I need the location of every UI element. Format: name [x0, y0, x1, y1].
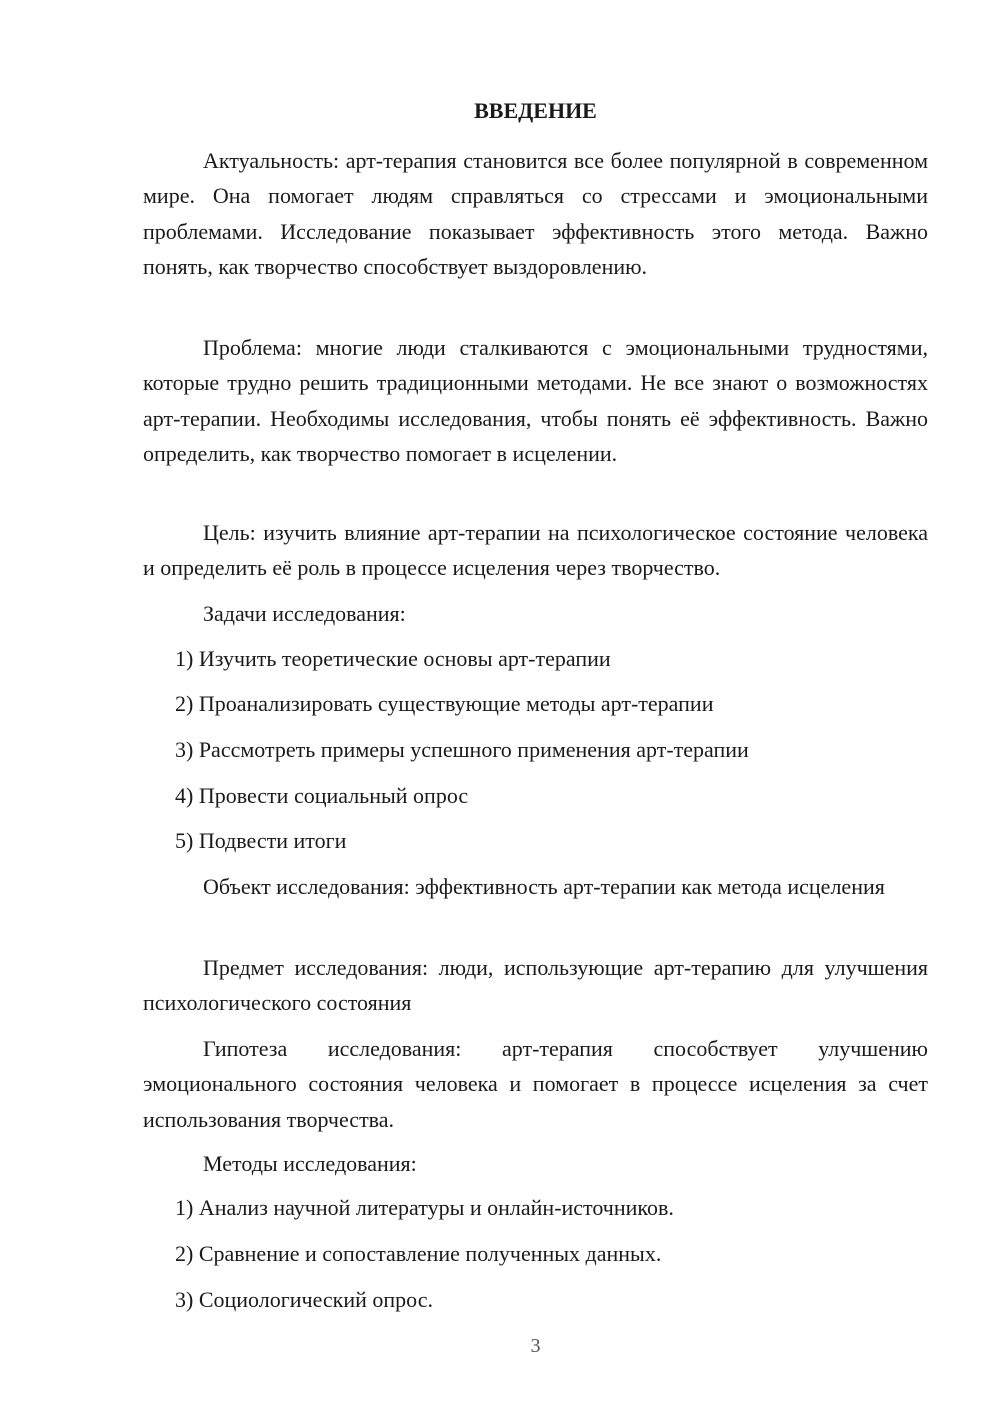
- section-title: ВВЕДЕНИЕ: [474, 98, 597, 123]
- methods-heading: Методы исследования:: [203, 1151, 417, 1176]
- tasks-heading: Задачи исследования:: [203, 601, 406, 626]
- problem-paragraph: Проблема: многие люди сталкиваются с эмоциональными трудностями, которые трудно решить традиционными методами. Не все знают о возможностях арт-терапии. Необходимы исследования, чтобы понять её эффективность. Важно определить, как творчество помогает в исцелении.: [143, 335, 928, 466]
- task-item: 5) Подвести итоги: [175, 828, 347, 853]
- object-paragraph: Объект исследования: эффективность арт-терапии как метода исцеления: [203, 874, 885, 899]
- method-item: 1) Анализ научной литературы и онлайн-источников.: [175, 1195, 674, 1220]
- relevance-paragraph: Актуальность: арт-терапия становится все более популярной в современном мире. Она помогает людям справляться со стрессами и эмоциональными проблемами. Исследование показывает эффективность этого метода. Важно понять, как творчество способствует выздоровлению.: [143, 148, 928, 279]
- goal-paragraph: Цель: изучить влияние арт-терапии на психологическое состояние человека и определить её роль в процессе исцеления через творчество.: [143, 520, 928, 581]
- hypothesis-paragraph: Гипотеза исследования: арт-терапия способствует улучшению эмоционального состояния человека и помогает в процессе исцеления за счет использования творчества.: [143, 1036, 928, 1132]
- task-item: 2) Проанализировать существующие методы арт-терапии: [175, 691, 714, 716]
- task-item: 3) Рассмотреть примеры успешного применения арт-терапии: [175, 737, 749, 762]
- method-item: 3) Социологический опрос.: [175, 1287, 433, 1312]
- document-page: [143, 0, 928, 1414]
- task-item: 4) Провести социальный опрос: [175, 783, 469, 808]
- subject-paragraph: Предмет исследования: люди, использующие арт-терапию для улучшения психологического состояния: [143, 955, 928, 1016]
- page-number: 3: [530, 1335, 541, 1357]
- task-item: 1) Изучить теоретические основы арт-терапии: [175, 646, 611, 671]
- method-item: 2) Сравнение и сопоставление полученных данных.: [175, 1241, 662, 1266]
